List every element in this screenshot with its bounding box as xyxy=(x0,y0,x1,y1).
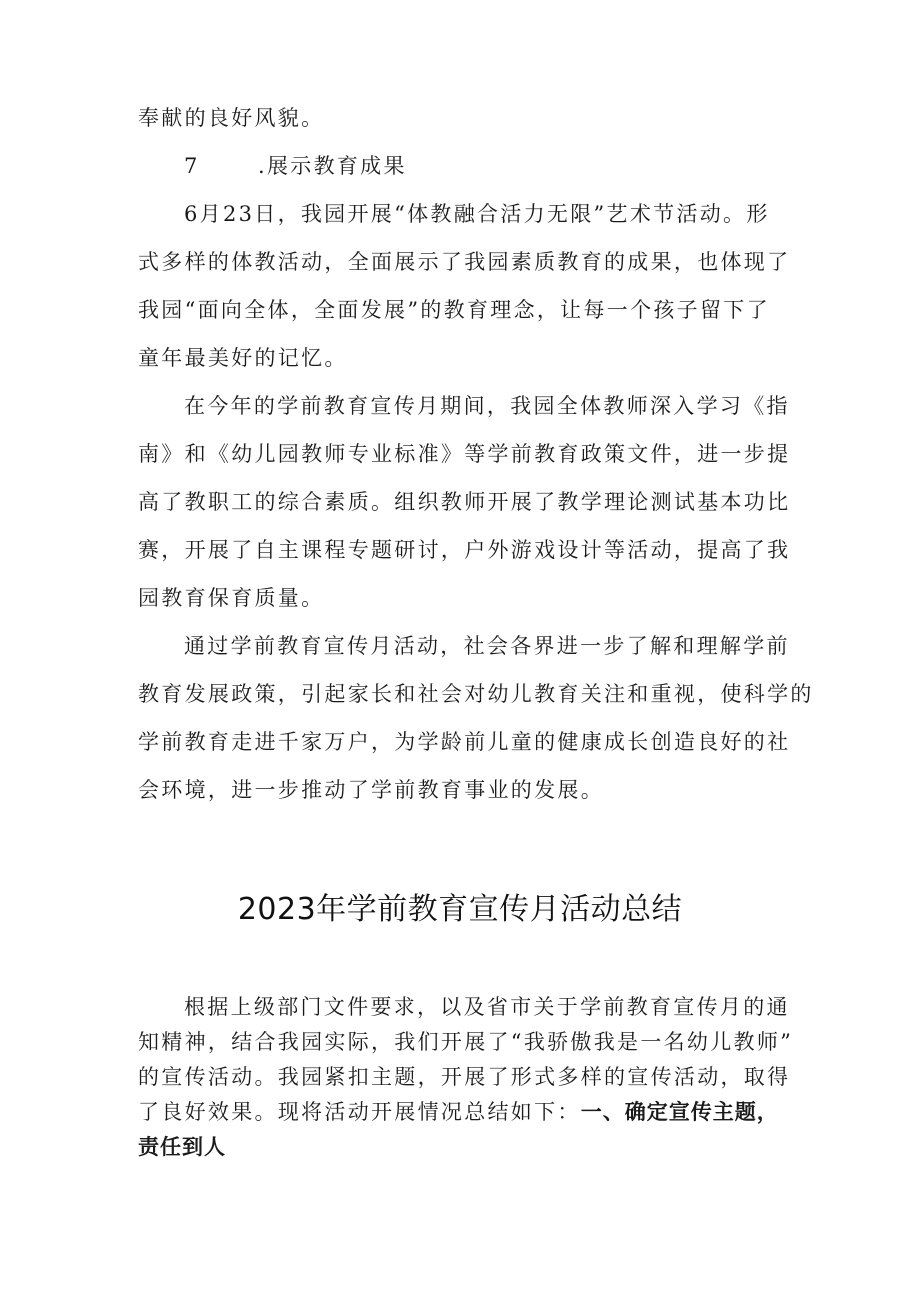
paragraph-line: 根据上级部门文件要求，以及省市关于学前教育宣传月的通 xyxy=(184,995,790,1019)
paragraph-line: 通过学前教育宣传月活动，社会各界进一步了解和理解学前 xyxy=(184,634,790,658)
paragraph-line: 赛，开展了自主课程专题研讨，户外游戏设计等活动，提高了我 xyxy=(138,538,791,562)
paragraph-line: 南》和《幼儿园教师专业标准》等学前教育政策文件，进一步提 xyxy=(138,442,791,466)
paragraph-line: 教育发展政策，引起家长和社会对幼儿教育关注和重视，使科学的 xyxy=(138,682,814,706)
item-7-title: .展示教育成果 xyxy=(258,154,407,178)
paragraph-line: 知精神，结合我园实际，我们开展了“我骄傲我是一名幼儿教师” xyxy=(138,1030,794,1054)
section-heading-end: 责任到人 xyxy=(138,1135,226,1159)
document-title: 2023年学前教育宣传月活动总结 xyxy=(237,892,683,927)
paragraph-line: 学前教育走进千家万户，为学龄前儿童的健康成长创造良好的社 xyxy=(138,730,791,754)
paragraph-line-with-heading xyxy=(138,1095,798,1130)
intro-text-end: 了良好效果。现将活动开展情况总结如下： xyxy=(138,1100,581,1124)
paragraph-line: 6月23日，我园开展“体教融合活力无限”艺术节活动。形 xyxy=(184,202,770,226)
intro-section xyxy=(138,990,798,1165)
paragraph-line: 高了教职工的综合素质。组织教师开展了教学理论测试基本功比 xyxy=(138,490,791,514)
item-7-heading xyxy=(138,142,798,190)
teacher-training-paragraph xyxy=(138,382,798,622)
continued-text: 奉献的良好风貌。 xyxy=(138,106,325,130)
paragraph-line: 的宣传活动。我园紧扣主题，开展了形式多样的宣传活动，取得 xyxy=(138,1065,791,1089)
conclusion-paragraph xyxy=(138,622,814,814)
paragraph-line: 我园“面向全体，全面发展”的教育理念，让每一个孩子留下了 xyxy=(138,298,770,322)
art-festival-paragraph xyxy=(138,190,798,382)
paragraph-line: 园教育保育质量。 xyxy=(138,586,325,610)
paragraph-line: 在今年的学前教育宣传月期间，我园全体教师深入学习《指 xyxy=(184,394,790,418)
paragraph-line: 式多样的体教活动，全面展示了我园素质教育的成果，也体现了 xyxy=(138,250,791,274)
previous-section-body xyxy=(138,94,814,814)
item-7-number: 7 xyxy=(184,154,200,178)
paragraph-line: 童年最美好的记忆。 xyxy=(138,346,348,370)
paragraph-line: 会环境，进一步推动了学前教育事业的发展。 xyxy=(138,778,604,802)
section-heading-start: 一、确定宣传主题， xyxy=(580,1100,779,1124)
